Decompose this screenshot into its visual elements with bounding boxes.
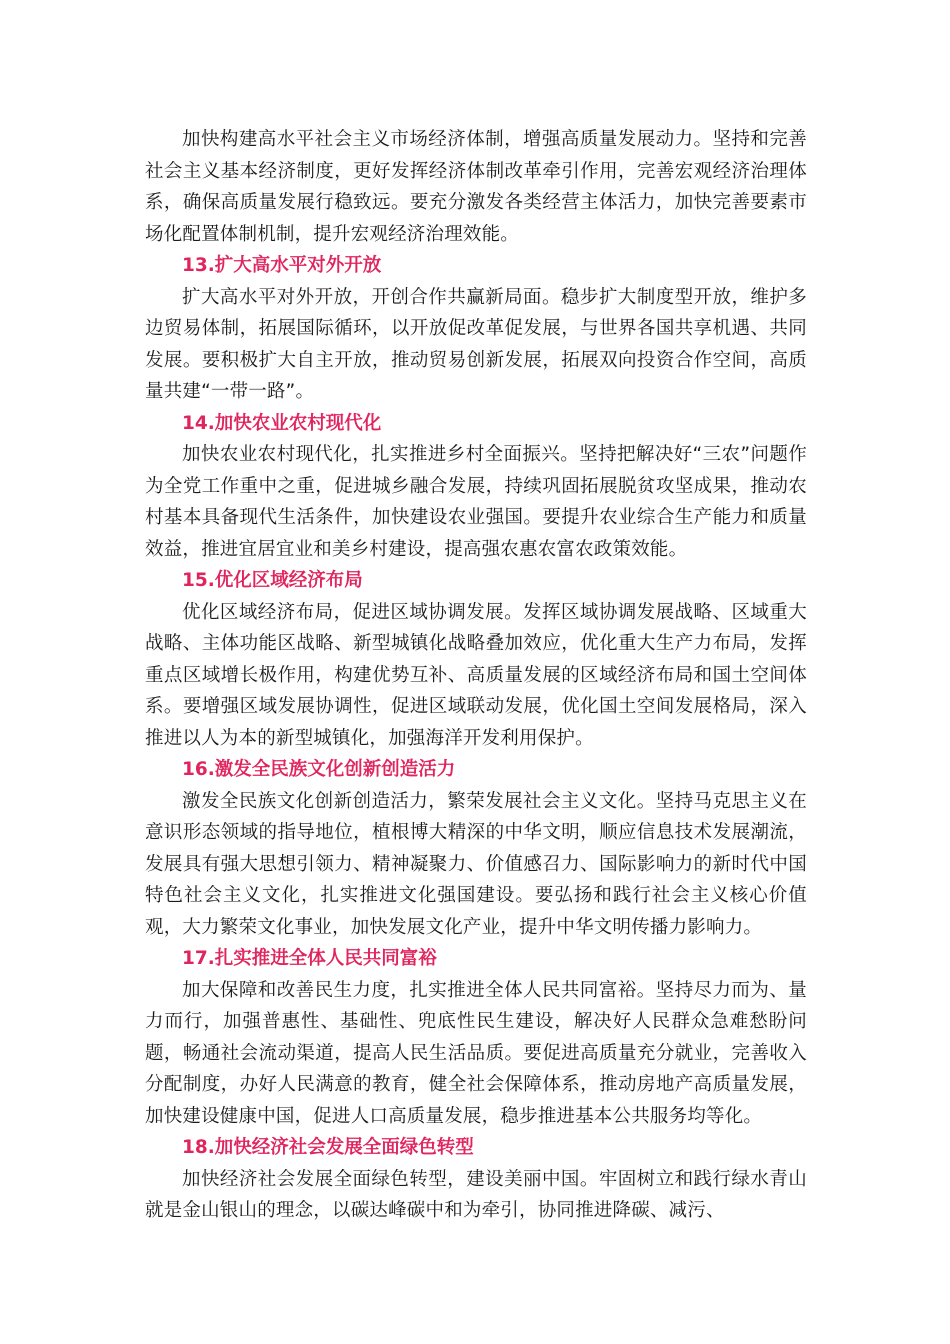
section-heading-13: 13.扩大高水平对外开放 bbox=[182, 255, 382, 276]
section-body-13: 扩大高水平对外开放，开创合作共赢新局面。稳步扩大制度型开放，维护多边贸易体制，拓展国际循环，以开放促改革促发展，与世界各国共享机遇、共同发展。要积极扩大自主开放，推动贸易创新发展，拓展双向投资合作空间，高质量共建“一带一路”。 bbox=[145, 286, 807, 402]
section-heading-15: 15.优化区域经济布局 bbox=[182, 570, 363, 591]
intro-paragraph: 加快构建高水平社会主义市场经济体制，增强高质量发展动力。坚持和完善社会主义基本经济制度，更好发挥经济体制改革牵引作用，完善宏观经济治理体系，确保高质量发展行稳致远。要充分激发各类经营主体活力，加快完善要素市场化配置体制机制，提升宏观经济治理效能。 bbox=[145, 129, 807, 245]
section-heading-18: 18.加快经济社会发展全面绿色转型 bbox=[182, 1137, 474, 1158]
section-body-17: 加大保障和改善民生力度，扎实推进全体人民共同富裕。坚持尽力而为、量力而行，加强普惠性、基础性、兜底性民生建设，解决好人民群众急难愁盼问题，畅通社会流动渠道，提高人民生活品质。要促进高质量充分就业，完善收入分配制度，办好人民满意的教育，健全社会保障体系，推动房地产高质量发展，加快建设健康中国，促进人口高质量发展，稳步推进基本公共服务均等化。 bbox=[145, 979, 807, 1127]
section-body-15: 优化区域经济布局，促进区域协调发展。发挥区域协调发展战略、区域重大战略、主体功能区战略、新型城镇化战略叠加效应，优化重大生产力布局，发挥重点区域增长极作用，构建优势互补、高质量发展的区域经济布局和国土空间体系。要增强区域发展协调性，促进区域联动发展，优化国土空间发展格局，深入推进以人为本的新型城镇化，加强海洋开发利用保护。 bbox=[145, 601, 807, 749]
section-heading-16: 16.激发全民族文化创新创造活力 bbox=[182, 759, 456, 780]
section-body-18: 加快经济社会发展全面绿色转型，建设美丽中国。牢固树立和践行绿水青山就是金山银山的理念，以碳达峰碳中和为牵引，协同推进降碳、减污、 bbox=[145, 1168, 807, 1221]
section-body-14: 加快农业农村现代化，扎实推进乡村全面振兴。坚持把解决好“三农”问题作为全党工作重中之重，促进城乡融合发展，持续巩固拓展脱贫攻坚成果，推动农村基本具备现代生活条件，加快建设农业强国。要提升农业综合生产能力和质量效益，推进宜居宜业和美乡村建设，提高强农惠农富农政策效能。 bbox=[145, 444, 807, 560]
section-body-16: 激发全民族文化创新创造活力，繁荣发展社会主义文化。坚持马克思主义在意识形态领域的指导地位，植根博大精深的中华文明，顺应信息技术发展潮流，发展具有强大思想引领力、精神凝聚力、价值感召力、国际影响力的新时代中国特色社会主义文化，扎实推进文化强国建设。要弘扬和践行社会主义核心价值观，大力繁荣文化事业，加快发展文化产业，提升中华文明传播力影响力。 bbox=[145, 790, 807, 938]
section-heading-14: 14.加快农业农村现代化 bbox=[182, 412, 382, 434]
section-heading-17: 17.扎实推进全体人民共同富裕 bbox=[182, 948, 437, 969]
document-content bbox=[145, 124, 807, 1227]
